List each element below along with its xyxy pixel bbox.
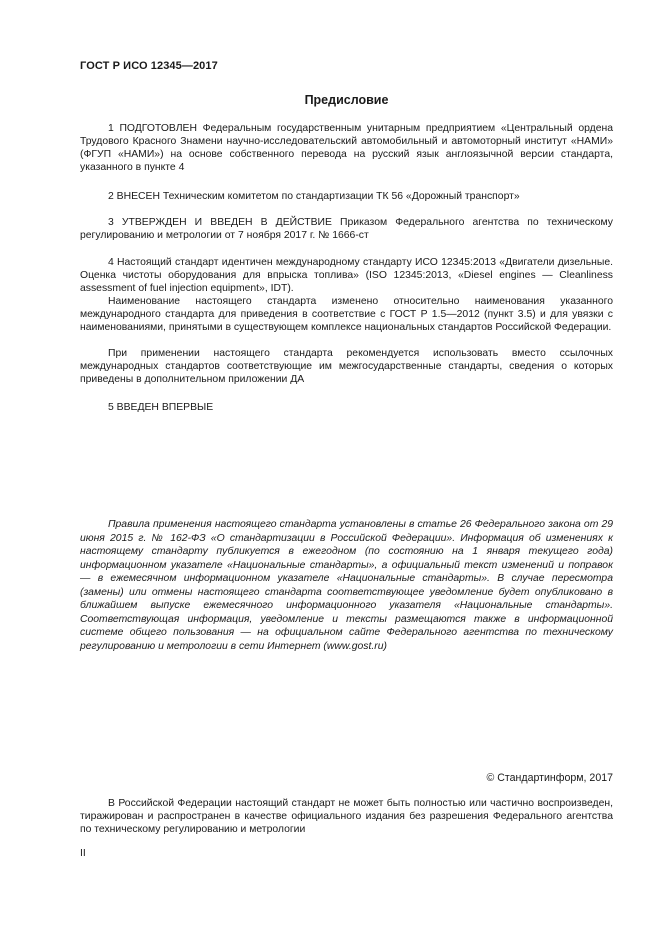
- preface-item-1: 1 ПОДГОТОВЛЕН Федеральным государственным унитарным предприятием «Центральный ордена Трудового Красного Знамени научно-исследовательский автомобильный и автомоторный институт «НАМИ» (ФГУП «НАМИ») на основе собственного перевода на русский язык англоязычной версии стандарта, указанного в пункте 4: [80, 123, 613, 173]
- preface-title: Предисловие: [304, 93, 389, 107]
- preface-item-5: 5 ВВЕДЕН ВПЕРВЫЕ: [108, 402, 214, 413]
- preface-item-3: 3 УТВЕРЖДЕН И ВВЕДЕН В ДЕЙСТВИЕ Приказом Федерального агентства по техническому регулированию и метрологии от 7 ноября 2017 г. № 1666-ст: [80, 217, 613, 241]
- reproduction-notice: В Российской Федерации настоящий стандарт не может быть полностью или частично воспроизведен, тиражирован и распространен в качестве официального издания без разрешения Федерального агентства по техническому регулированию и метрологии: [80, 798, 613, 835]
- copyright-notice: © Стандартинформ, 2017: [486, 772, 613, 784]
- preface-item-4: 4 Настоящий стандарт идентичен международному стандарту ИСО 12345:2013 «Двигатели дизельные. Оценка чистоты оборудования для впрыска топлива» (ISO 12345:2013, «Diesel engines — Cleanliness assessment of fuel injection equipment», IDT).: [80, 257, 613, 294]
- page-number: II: [80, 848, 86, 859]
- document-code: ГОСТ Р ИСО 12345—2017: [80, 60, 218, 72]
- preface-item-4-references: При применении настоящего стандарта рекомендуется использовать вместо ссылочных международных стандартов соответствующие им межгосударственные стандарты, сведения о которых приведены в дополнительном приложении ДА: [80, 348, 613, 385]
- rules-notice: Правила применения настоящего стандарта установлены в статье 26 Федерального закона от 29 июня 2015 г. № 162-ФЗ «О стандартизации в Российской Федерации». Информация об изменениях к настоящему стандарту публикуется в ежегодном (по состоянию на 1 января текущего года) информационном указателе «Национальные стандарты», а официальный текст изменений и поправок — в ежемесячном информационном указателе «Национальные стандарты». В случае пересмотра (замены) или отмены настоящего стандарта соответствующее уведомление будет опубликовано в ближайшем выпуске ежемесячного информационного указателя «Национальные стандарты». Соответствующая информация, уведомление и тексты размещаются также в информационной системе общего пользования — на официальном сайте Федерального агентства по техническому регулированию и метрологии в сети Интернет (www.gost.ru): [80, 519, 613, 652]
- preface-item-2: 2 ВНЕСЕН Техническим комитетом по стандартизации ТК 56 «Дорожный транспорт»: [108, 191, 520, 202]
- preface-item-4-name-change: Наименование настоящего стандарта изменено относительно наименования указанного международного стандарта для приведения в соответствие с ГОСТ Р 1.5—2012 (пункт 3.5) и для увязки с наименованиями, принятыми в существующем комплексе национальных стандартов Российской Федерации.: [80, 296, 613, 333]
